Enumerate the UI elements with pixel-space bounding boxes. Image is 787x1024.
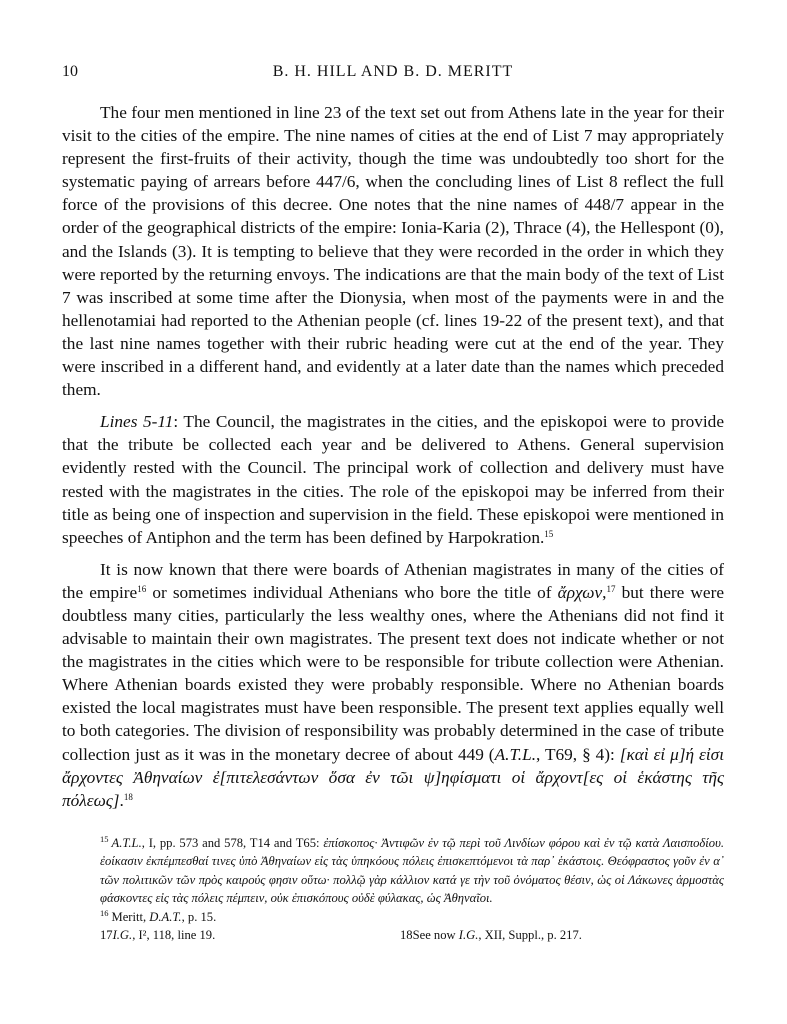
footnote-16-text-a: Meritt, bbox=[111, 909, 150, 924]
running-header bbox=[62, 63, 724, 87]
paragraph-3-a: It is now known that there were boards of Athenian magistrates in many of the cities of the empire bbox=[62, 559, 724, 602]
footnote-17-number: 17 bbox=[100, 928, 113, 943]
greek-archon: ἄρχων bbox=[557, 582, 603, 602]
footnote-18-text-b: , XII, Suppl., p. 217. bbox=[478, 928, 582, 943]
paragraph-2-label: Lines 5-11 bbox=[100, 412, 174, 432]
footnote-16-ref: D.A.T. bbox=[149, 909, 182, 924]
footnote-17-ref: I.G. bbox=[112, 928, 133, 943]
footnote-15-greek: ἐπίσκοπος· Ἀντιφῶν ἐν τῷ περὶ τοῦ Λινδίων φόρου καὶ ἐν τῷ κατὰ Λαισποδίου. ἐοίκασιν ἐκπέμπεσθαί τινες ὑπὸ Ἀθηναίων εἰς τὰς ὑπηκόους πόλεις ἐπισκεπτόμενοι τὰ παρ᾽ ἑκάστοις. Θεόφραστος γοῦν ἐν α᾽ τῶν πολιτικῶν τῶν πρὸς καιρούς φησιν οὕτω· πολλῷ γὰρ κάλλιον κατά γε τὴν τοῦ ὀνόματος θέσιν, ὡς οἱ Λάκωνες ἁρμοστὰς φάσκοντες εἰς τὰς πόλεις πέμπειν, οὐκ ἐπισκόπους οὐδὲ φύλακας, ὡς Ἀθηναῖοι. bbox=[100, 835, 724, 906]
footnote-18-number: 18 bbox=[400, 928, 413, 943]
footnotes bbox=[62, 834, 724, 945]
footnote-row-17-18 bbox=[62, 926, 724, 945]
footnote-15-ref: A.T.L. bbox=[111, 835, 142, 850]
page bbox=[62, 63, 724, 945]
paragraph-3 bbox=[62, 558, 724, 812]
footnote-15-number: 15 bbox=[100, 833, 109, 844]
footnote-ref-17: 17 bbox=[606, 583, 616, 594]
footnote-15 bbox=[62, 834, 724, 908]
footnote-16-text-b: , p. 15. bbox=[181, 909, 217, 924]
atl-citation: A.T.L. bbox=[494, 744, 537, 764]
footnote-18 bbox=[400, 926, 724, 945]
paragraph-3-d: but there were doubtless many cities, particularly the less wealthy ones, where the Athenians did not find it advisable to maintain their own magistrates. The present text does not indicate whether or not the magistrates in the cities which were to be responsible for tribute collection were Athenian. Where Athenian boards existed they were probably responsible. Where no Athenian boards existed the local magistrates must have been responsible. The present text applies equally well to both categories. The division of responsibility was probably determined in the case of tribute collection just as it was in the monetary decree of about 449 ( bbox=[62, 582, 724, 764]
paragraph-3-b: or sometimes individual Athenians who bore the title of bbox=[146, 582, 558, 602]
greek-decree-quote: [καὶ εἰ μ]ή εἰσι ἄρχοντες Ἀθηναίων ἐ[πιτελεσάντων ὅσα ἐν τῶι ψ]ηφίσματι οἱ ἄρχοντ[ες οἱ ἑκάστης τῆς πόλεως] bbox=[62, 744, 724, 810]
footnote-ref-15: 15 bbox=[544, 528, 554, 539]
paragraph-2-text: : The Council, the magistrates in the cities, and the episkopoi were to provide that the tribute be collected each year and be delivered to Athens. General supervision evidently rested with the Council. The principal work of collection and delivery must have rested with the magistrates in the cities. The role of the episkopoi may be inferred from their title as being one of inspection and supervision in the field. These episkopoi were mentioned in speeches of Antiphon and the term has been defined by Harpokration. bbox=[62, 412, 724, 547]
paragraph-3-e: , T69, § 4): bbox=[536, 744, 620, 764]
footnote-15-text: , I, pp. 573 and 578, T14 and T65: bbox=[141, 835, 324, 850]
footnote-18-ref: I.G. bbox=[458, 928, 479, 943]
running-head: B. H. HILL AND B. D. MERITT bbox=[272, 63, 514, 80]
footnote-18-text-a: See now bbox=[412, 928, 459, 943]
page-number: 10 bbox=[62, 63, 78, 80]
paragraph-3-c: , bbox=[602, 582, 607, 602]
paragraph-1: The four men mentioned in line 23 of the text set out from Athens late in the year for their visit to the cities of the empire. The nine names of cities at the end of List 7 may appropriately represent the first-fruits of their activity, though the time was undoubtedly too short for the systematic paying of arrears before 447/6, when the concluding lines of List 8 reflect the full force of the provisions of this decree. One notes that the nine names of 448/7 appear in the order of the geographical districts of the empire: Ionia-Karia (2), Thrace (4), the Hellespont (0), and the Islands (3). It is tempting to believe that they were recorded in the order in which they were reported by the returning envoys. The indications are that the main body of the text of List 7 was inscribed at some time after the Dionysia, when most of the payments were in and the hellenotamiai had reported to the Athenian people (cf. lines 19-22 of the present text), and that the last nine names together with their rubric heading were cut at the end of the year. They were inscribed in a different hand, and evidently at a later date than the names which preceded them. bbox=[62, 103, 724, 400]
paragraph-2 bbox=[62, 410, 724, 549]
footnote-16-number: 16 bbox=[100, 907, 109, 918]
footnote-17 bbox=[100, 926, 400, 945]
paragraph-3-f: . bbox=[119, 790, 124, 810]
footnote-ref-16: 16 bbox=[137, 583, 147, 594]
footnote-16 bbox=[62, 908, 724, 927]
footnote-ref-18: 18 bbox=[123, 791, 133, 802]
footnote-17-text: , I², 118, line 19. bbox=[132, 928, 216, 943]
